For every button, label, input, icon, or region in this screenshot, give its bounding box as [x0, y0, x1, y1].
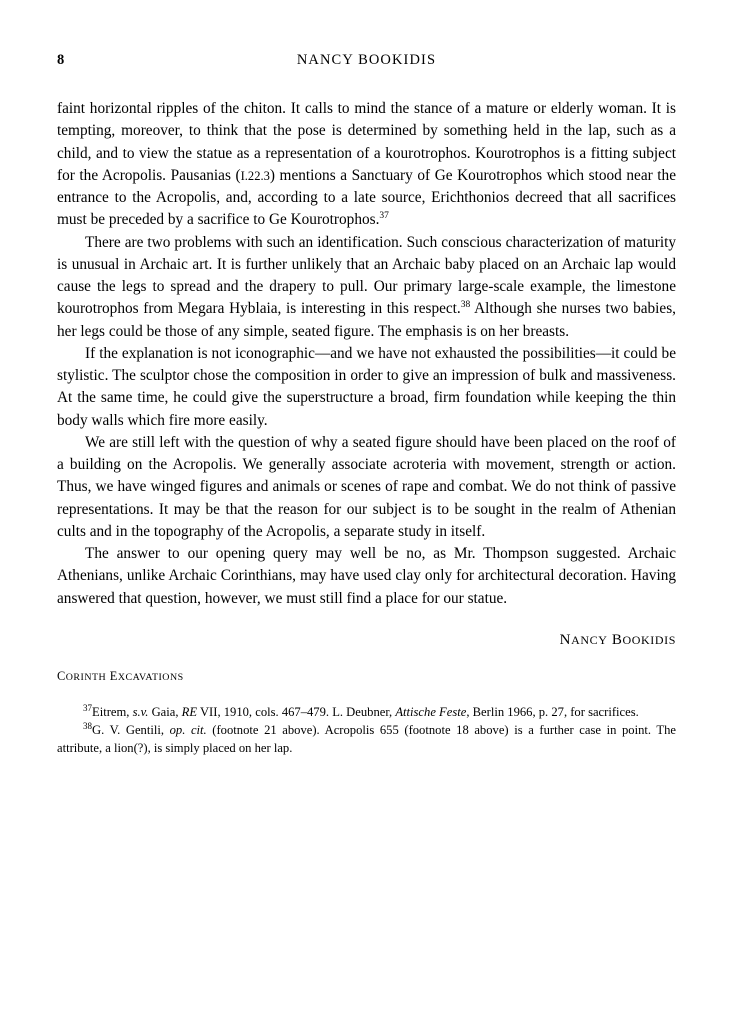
author-signature: NANCY BOOKIDIS — [559, 631, 676, 648]
running-head — [57, 52, 676, 82]
paragraph: The answer to our opening query may well be no, as Mr. Thompson suggested. Archaic Athenians, unlike Archaic Corinthians, may have used clay only for architectural decoration. Having answered that question, however, we must still find a place for our statue. — [57, 545, 676, 607]
paragraph: There are two problems with such an identification. Such conscious characterization of maturity is unusual in Archaic art. It is further unlikely that an Archaic baby placed on an Archaic lap would cause the legs to spread and the drapery to pull. Our primary large-scale example, the limestone kourotrophos from Megara Hyblaia, is interesting in this respect.$^{38}$ Although she nurses two babies, her legs could be those of any simple, seated figure. The emphasis is on her breasts. — [57, 233, 676, 340]
footnotes — [57, 704, 676, 758]
paragraph: faint horizontal ripples of the chiton. It calls to mind the stance of a mature or elderly woman. It is tempting, moreover, to think that the pose is determined by something held in the lap, such as a child, and to view the statue as a representation of a kourotrophos. Kourotrophos is a fitting subject for the Acropolis. Pausanias (I.22.3) mentions a Sanctuary of Ge Kourotrophos which stood near the entrance to the Acropolis, and, according to a late source, Erichthonios decreed that all sacrifices must be preceded by a sacrifice to Ge Kourotrophos.$^{37}$ — [57, 100, 676, 229]
paragraph: If the explanation is not iconographic—and we have not exhausted the possibilities—it could be stylistic. The sculptor chose the composition in order to give an impression of bulk and massiveness. At the same time, he could give the superstructure a broad, firm foundation while keeping the thin body walls which fire more easily. — [57, 344, 676, 429]
author-affiliation: CORINTH EXCAVATIONS — [57, 668, 184, 683]
footnote: $^{38}$G. V. Gentili, op. cit. (footnote 21 above). Acropolis 655 (footnote 18 above) is a further case in point. The attribute, a lion(?), is simply placed on her lap. — [57, 721, 676, 755]
running-head-title: NANCY BOOKIDIS — [296, 52, 437, 68]
paragraph: We are still left with the question of why a seated figure should have been placed on the roof of a building on the Acropolis. We generally associate acroteria with movement, strength or action. Thus, we have winged figures and animals or scenes of rape and combat. We do not think of passive representations. It may be that the reason for our subject is to be sought in the realm of Athenian cults and in the topography of the Acropolis, a separate study in itself. — [57, 433, 676, 540]
page-number: 8 — [57, 52, 65, 68]
footnote: $^{37}$Eitrem, s.v. Gaia, RE VII, 1910, cols. 467–479. L. Deubner, Attische Feste, Berlin 1966, p. 27, for sacrifices. — [83, 702, 639, 719]
body-text — [57, 98, 676, 610]
